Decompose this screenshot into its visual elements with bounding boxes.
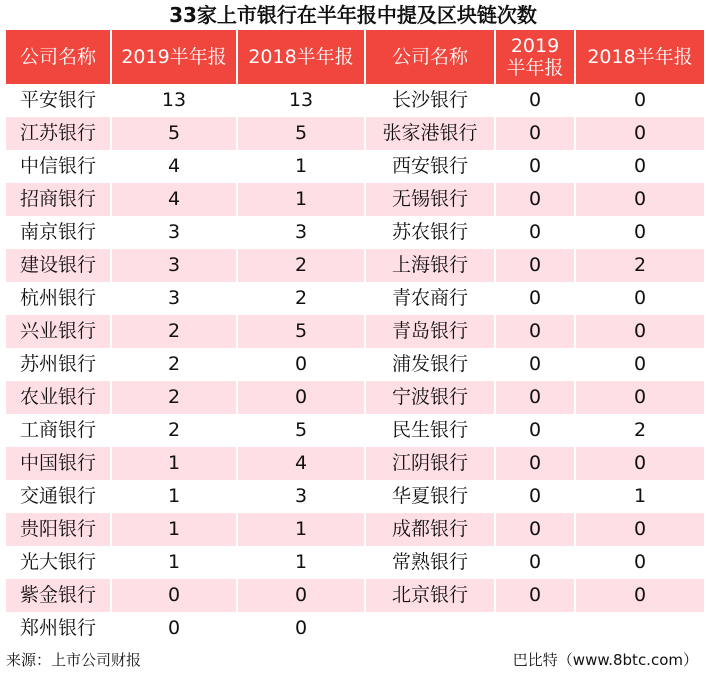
left-y2019-cell: 1 xyxy=(112,447,236,480)
left-company-cell: 郑州银行 xyxy=(19,617,96,639)
right-y2019-cell: 0 xyxy=(496,249,574,282)
right-company-cell: 成都银行 xyxy=(366,513,494,546)
right-y2019-cell: 0 xyxy=(528,353,542,375)
header-company-right: 公司名称 xyxy=(366,30,494,84)
right-y2019-cell: 0 xyxy=(496,381,574,414)
left-y2019-cell: 3 xyxy=(167,221,181,243)
right-company-cell: 上海银行 xyxy=(366,249,494,282)
left-company-cell: 中国银行 xyxy=(6,447,110,480)
left-y2018-cell: 5 xyxy=(238,117,364,150)
left-y2019-cell: 1 xyxy=(167,551,181,573)
table-row xyxy=(6,117,704,150)
left-y2018-cell: 1 xyxy=(294,155,308,177)
empty-cell xyxy=(366,612,494,645)
table-row xyxy=(6,480,704,513)
left-y2018-cell: 5 xyxy=(238,315,364,348)
table-row xyxy=(6,513,704,546)
right-y2019-cell: 0 xyxy=(528,419,542,441)
left-y2018-cell: 0 xyxy=(238,381,364,414)
left-company-cell: 南京银行 xyxy=(19,221,96,243)
table-row xyxy=(6,579,704,612)
right-company-cell: 无锡银行 xyxy=(366,183,494,216)
right-y2018-cell: 0 xyxy=(576,447,704,480)
left-company-cell: 交通银行 xyxy=(19,485,96,507)
header-2018-right: 2018半年报 xyxy=(576,30,704,84)
left-company-cell: 中信银行 xyxy=(19,155,96,177)
right-company-cell: 浦发银行 xyxy=(391,353,468,375)
header-company-left: 公司名称 xyxy=(6,30,110,84)
table-body xyxy=(6,84,704,645)
left-y2018-cell: 4 xyxy=(238,447,364,480)
right-company-cell: 张家港银行 xyxy=(366,117,494,150)
right-y2019-cell: 0 xyxy=(528,551,542,573)
right-y2018-cell: 0 xyxy=(633,155,647,177)
left-y2018-cell: 2 xyxy=(238,249,364,282)
source-note: 来源：上市公司财报 xyxy=(6,651,142,669)
left-company-cell: 招商银行 xyxy=(6,183,110,216)
right-company-cell: 长沙银行 xyxy=(391,89,468,111)
table-row xyxy=(6,150,704,183)
left-y2019-cell: 0 xyxy=(167,617,181,639)
left-y2019-cell: 2 xyxy=(167,353,181,375)
table-row xyxy=(6,315,704,348)
right-y2018-cell: 2 xyxy=(576,249,704,282)
left-y2018-cell: 1 xyxy=(294,551,308,573)
right-y2018-cell: 0 xyxy=(633,287,647,309)
right-y2019-cell: 0 xyxy=(528,89,542,111)
header-row xyxy=(6,30,704,84)
right-y2018-cell: 0 xyxy=(633,89,647,111)
left-company-cell: 紫金银行 xyxy=(6,579,110,612)
right-y2018-cell: 2 xyxy=(633,419,647,441)
right-company-cell: 北京银行 xyxy=(366,579,494,612)
right-y2019-cell: 0 xyxy=(496,513,574,546)
left-y2019-cell: 3 xyxy=(167,287,181,309)
right-company-cell: 华夏银行 xyxy=(391,485,468,507)
right-y2019-cell: 0 xyxy=(496,183,574,216)
left-y2019-cell: 1 xyxy=(167,485,181,507)
right-y2019-cell: 0 xyxy=(496,117,574,150)
left-y2019-cell: 1 xyxy=(112,513,236,546)
left-y2019-cell: 4 xyxy=(167,155,181,177)
right-y2019-cell: 0 xyxy=(496,315,574,348)
right-y2019-cell: 0 xyxy=(496,579,574,612)
right-y2019-cell: 0 xyxy=(528,221,542,243)
credit-note: 巴比特（www.8btc.com） xyxy=(512,651,698,669)
right-company-cell: 青农商行 xyxy=(391,287,468,309)
left-y2018-cell: 2 xyxy=(294,287,308,309)
right-y2018-cell: 0 xyxy=(633,551,647,573)
left-y2019-cell: 2 xyxy=(112,315,236,348)
table-row xyxy=(6,447,704,480)
right-company-cell: 青岛银行 xyxy=(366,315,494,348)
table-row xyxy=(6,216,704,249)
left-y2018-cell: 5 xyxy=(294,419,308,441)
left-y2019-cell: 2 xyxy=(167,419,181,441)
left-company-cell: 江苏银行 xyxy=(6,117,110,150)
left-company-cell: 杭州银行 xyxy=(19,287,96,309)
left-y2019-cell: 3 xyxy=(112,249,236,282)
left-y2018-cell: 0 xyxy=(294,353,308,375)
header-2018-left: 2018半年报 xyxy=(238,30,364,84)
right-y2018-cell: 1 xyxy=(633,485,647,507)
table-row xyxy=(6,348,704,381)
left-y2019-cell: 4 xyxy=(112,183,236,216)
right-y2018-cell: 0 xyxy=(576,315,704,348)
left-y2018-cell: 3 xyxy=(294,221,308,243)
right-y2018-cell: 0 xyxy=(633,221,647,243)
left-company-cell: 光大银行 xyxy=(19,551,96,573)
bank-blockchain-table xyxy=(4,30,706,645)
right-y2018-cell: 0 xyxy=(576,183,704,216)
table-row xyxy=(6,612,704,645)
left-y2018-cell: 1 xyxy=(238,183,364,216)
table-row xyxy=(6,249,704,282)
right-y2019-cell: 0 xyxy=(528,155,542,177)
table-row xyxy=(6,183,704,216)
left-company-cell: 平安银行 xyxy=(19,89,96,111)
table-row xyxy=(6,546,704,579)
right-company-cell: 江阴银行 xyxy=(366,447,494,480)
right-company-cell: 西安银行 xyxy=(391,155,468,177)
header-2019-right: 2019 半年报 xyxy=(496,30,574,84)
table-row xyxy=(6,84,704,117)
empty-cell xyxy=(496,612,574,645)
left-company-cell: 建设银行 xyxy=(6,249,110,282)
right-y2018-cell: 0 xyxy=(576,381,704,414)
left-y2019-cell: 2 xyxy=(112,381,236,414)
left-company-cell: 兴业银行 xyxy=(6,315,110,348)
left-y2018-cell: 3 xyxy=(294,485,308,507)
left-company-cell: 贵阳银行 xyxy=(6,513,110,546)
left-y2019-cell: 0 xyxy=(112,579,236,612)
right-company-cell: 宁波银行 xyxy=(366,381,494,414)
table-row xyxy=(6,414,704,447)
empty-cell xyxy=(576,612,704,645)
right-y2019-cell: 0 xyxy=(528,485,542,507)
page-title: 33家上市银行在半年报中提及区块链次数 xyxy=(169,3,537,27)
right-y2019-cell: 0 xyxy=(496,447,574,480)
table-row xyxy=(6,381,704,414)
right-y2018-cell: 0 xyxy=(576,579,704,612)
left-y2018-cell: 0 xyxy=(238,579,364,612)
right-y2018-cell: 0 xyxy=(633,353,647,375)
right-company-cell: 苏农银行 xyxy=(391,221,468,243)
left-y2018-cell: 0 xyxy=(294,617,308,639)
right-company-cell: 民生银行 xyxy=(391,419,468,441)
header-2019-left: 2019半年报 xyxy=(112,30,236,84)
left-y2019-cell: 5 xyxy=(112,117,236,150)
right-y2018-cell: 0 xyxy=(576,117,704,150)
left-y2018-cell: 13 xyxy=(288,89,314,111)
left-y2019-cell: 13 xyxy=(161,89,187,111)
left-company-cell: 工商银行 xyxy=(19,419,96,441)
left-y2018-cell: 1 xyxy=(238,513,364,546)
right-y2019-cell: 0 xyxy=(528,287,542,309)
table-row xyxy=(6,282,704,315)
left-company-cell: 苏州银行 xyxy=(19,353,96,375)
right-y2018-cell: 0 xyxy=(576,513,704,546)
right-company-cell: 常熟银行 xyxy=(391,551,468,573)
left-company-cell: 农业银行 xyxy=(6,381,110,414)
